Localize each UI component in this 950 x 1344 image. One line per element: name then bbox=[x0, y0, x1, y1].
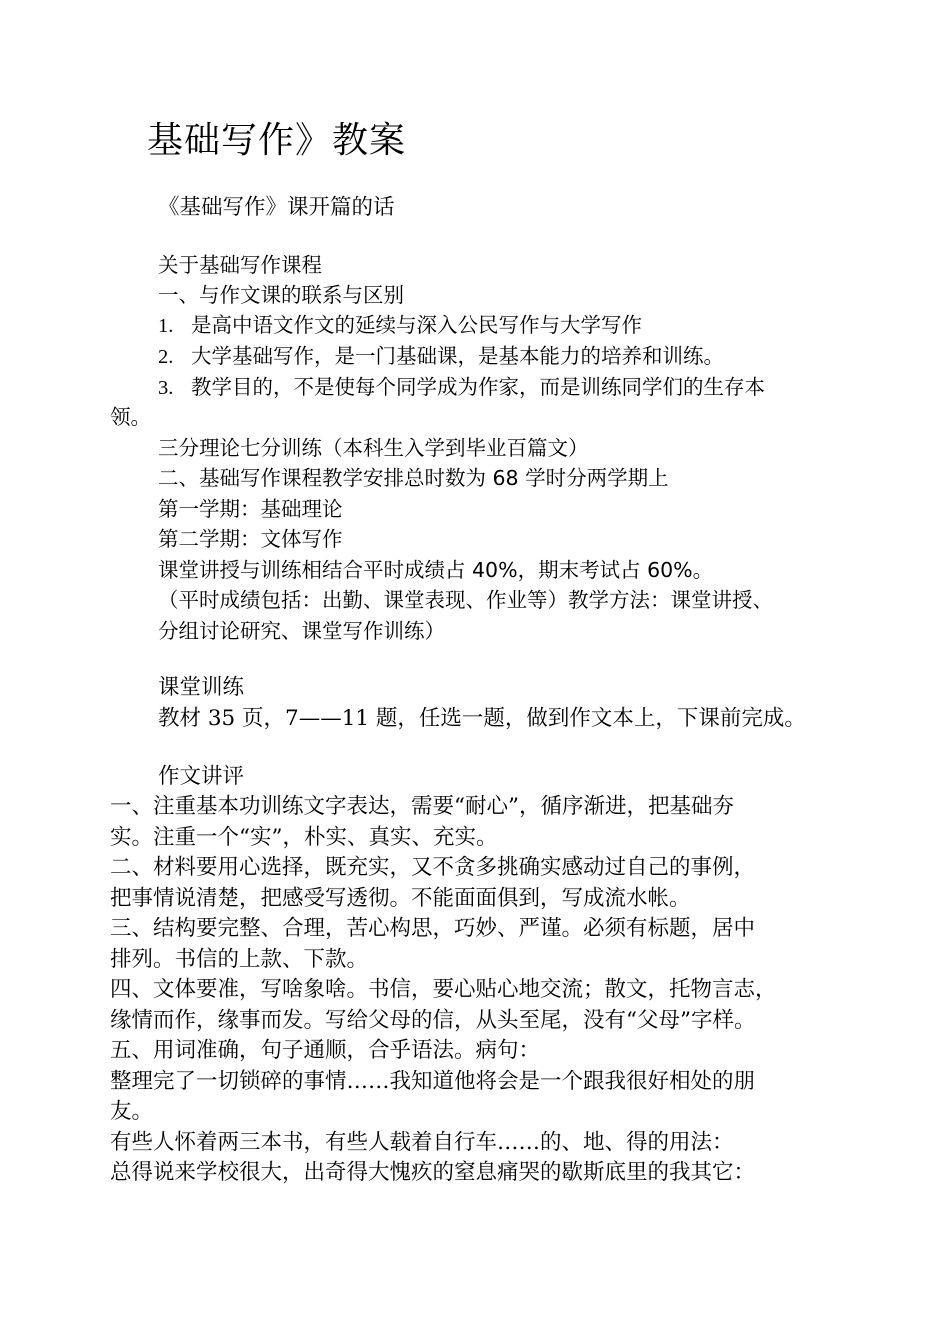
list-item-text: 教学目的，不是使每个同学成为作家，而是训练同学们的生存本 bbox=[191, 375, 765, 399]
methods-line-1: （平时成绩包括：出勤、课堂表现、作业等）教学方法：课堂讲授、 bbox=[158, 588, 773, 612]
list-item-text: 大学基础写作，是一门基础课，是基本能力的培养和训练。 bbox=[191, 344, 724, 368]
review-line: 把事情说清楚，把感受写透彻。不能面面俱到，写成流水帐。 bbox=[110, 886, 691, 911]
list-item bbox=[158, 310, 642, 341]
page-title: 基础写作》教案 bbox=[147, 120, 407, 161]
list-item bbox=[158, 341, 724, 372]
list-item bbox=[158, 372, 765, 403]
review-line: 有些人怀着两三本书，有些人载着自行车……的、地、得的用法： bbox=[110, 1130, 734, 1155]
review-heading: 作文讲评 bbox=[158, 764, 245, 789]
review-line: 三、结构要完整、合理，苦心构思，巧妙、严谨。必须有标题，居中 bbox=[110, 916, 756, 941]
ratio-line: 三分理论七分训练（本科生入学到毕业百篇文） bbox=[158, 436, 589, 460]
review-line: 总得说来学校很大，出奇得大愧疚的窒息痛哭的歇斯底里的我其它： bbox=[110, 1160, 756, 1185]
practice-task: 教材 35 页，7——11 题，任选一题，做到作文本上，下课前完成。 bbox=[158, 706, 806, 731]
list-item-text: 是高中语文作文的延续与深入公民写作与大学写作 bbox=[191, 313, 642, 337]
review-line: 一、注重基本功训练文字表达，需要“耐心”，循序渐进，把基础夯 bbox=[110, 794, 734, 819]
list-item-number: 3. bbox=[158, 377, 174, 399]
review-line: 五、用词准确，句子通顺，合乎语法。病句： bbox=[110, 1038, 541, 1063]
course-heading: 关于基础写作课程 bbox=[158, 253, 322, 277]
grading-line: 课堂讲授与训练相结合平时成绩占 40%，期末考试占 60%。 bbox=[158, 558, 714, 582]
review-line: 四、文体要准，写啥象啥。书信，要心贴心地交流；散文，托物言志， bbox=[110, 977, 777, 1002]
list-item-number: 2. bbox=[158, 346, 174, 368]
practice-heading: 课堂训练 bbox=[158, 675, 245, 700]
list-item-number: 1. bbox=[158, 315, 174, 337]
review-line: 友。 bbox=[110, 1099, 154, 1124]
section-1-heading: 一、与作文课的联系与区别 bbox=[158, 283, 404, 307]
review-line: 二、材料要用心选择，既充实，又不贪多挑确实感动过自己的事例， bbox=[110, 855, 756, 880]
intro-line: 《基础写作》课开篇的话 bbox=[158, 195, 395, 220]
review-line: 排列。书信的上款、下款。 bbox=[110, 947, 369, 972]
review-line: 整理完了一切锁碎的事情……我知道他将会是一个跟我很好相处的朋 bbox=[110, 1069, 756, 1094]
methods-line-2: 分组讨论研究、课堂写作训练） bbox=[158, 619, 445, 643]
term-2-line: 第二学期：文体写作 bbox=[158, 527, 343, 551]
term-1-line: 第一学期：基础理论 bbox=[158, 497, 343, 521]
review-line: 实。注重一个“实”，朴实、真实、充实。 bbox=[110, 825, 498, 850]
section-2-heading: 二、基础写作课程教学安排总时数为 68 学时分两学期上 bbox=[158, 466, 669, 490]
review-line: 缘情而作，缘事而发。写给父母的信，从头至尾，没有“父母”字样。 bbox=[110, 1008, 756, 1033]
list-item-continuation: 领。 bbox=[110, 405, 151, 429]
